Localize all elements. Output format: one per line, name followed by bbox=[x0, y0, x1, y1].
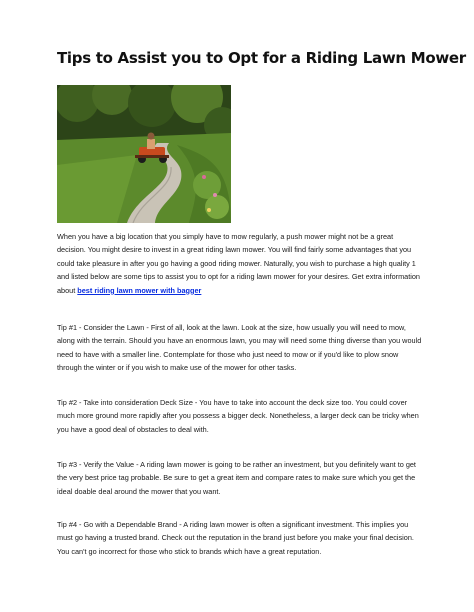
tip-paragraph-1 bbox=[57, 321, 423, 375]
page-title: Tips to Assist you to Opt for a Riding Lawn Mower bbox=[57, 49, 466, 67]
tip-paragraph-4 bbox=[57, 518, 423, 558]
intro-paragraph bbox=[57, 230, 423, 297]
tip-3-text: Tip #3 - Verify the Value - A riding lawn mower is going to be rather an investment, but you definitely want to get the very best price tag probable. Be sure to get a great item and compare rates to make sure which you get the ideal doable deal around the mower that you want. bbox=[57, 460, 416, 496]
tip-2-text: Tip #2 - Take into consideration Deck Size - You have to take into account the deck size too. You could cover much more ground more rapidly after you possess a bigger deck. Nonetheless, a larger deck can be tricky when you have a good deal of obstacles to deal with. bbox=[57, 398, 419, 434]
intro-text: When you have a big location that you simply have to mow regularly, a push mower might not be a great decision. You might desire to invest in a great riding lawn mower. You will find fairly some advantages that you could take pleasure in after you go having a good riding mower. Naturally, you wish to purchase a high quality 1 and listed below are some tips to assist you to opt for a riding lawn mower for your desires. Get extra information about bbox=[57, 232, 420, 295]
tip-paragraph-2 bbox=[57, 396, 423, 436]
tip-paragraph-3 bbox=[57, 458, 423, 498]
tip-1-text: Tip #1 - Consider the Lawn - First of all, look at the lawn. Look at the size, how usually you will need to mow, along with the terrain. Should you have an enormous lawn, you may will need some thing diverse than you would need to have with a smaller line. Contemplate for those who just need to mow or if you'd like to plow snow through the winter or if you wish to make use of the mower for other tasks. bbox=[57, 323, 422, 373]
tip-4-text: Tip #4 - Go with a Dependable Brand - A riding lawn mower is often a significant investment. This implies you must go having a trusted brand. Check out the reputation in the brand just before you make your final decision. You can't go incorrect for those who stick to brands which have a great reputation. bbox=[57, 520, 414, 556]
best-riding-lawn-mower-link[interactable]: best riding lawn mower with bagger bbox=[77, 285, 202, 295]
riding-mower-photo bbox=[57, 85, 231, 223]
